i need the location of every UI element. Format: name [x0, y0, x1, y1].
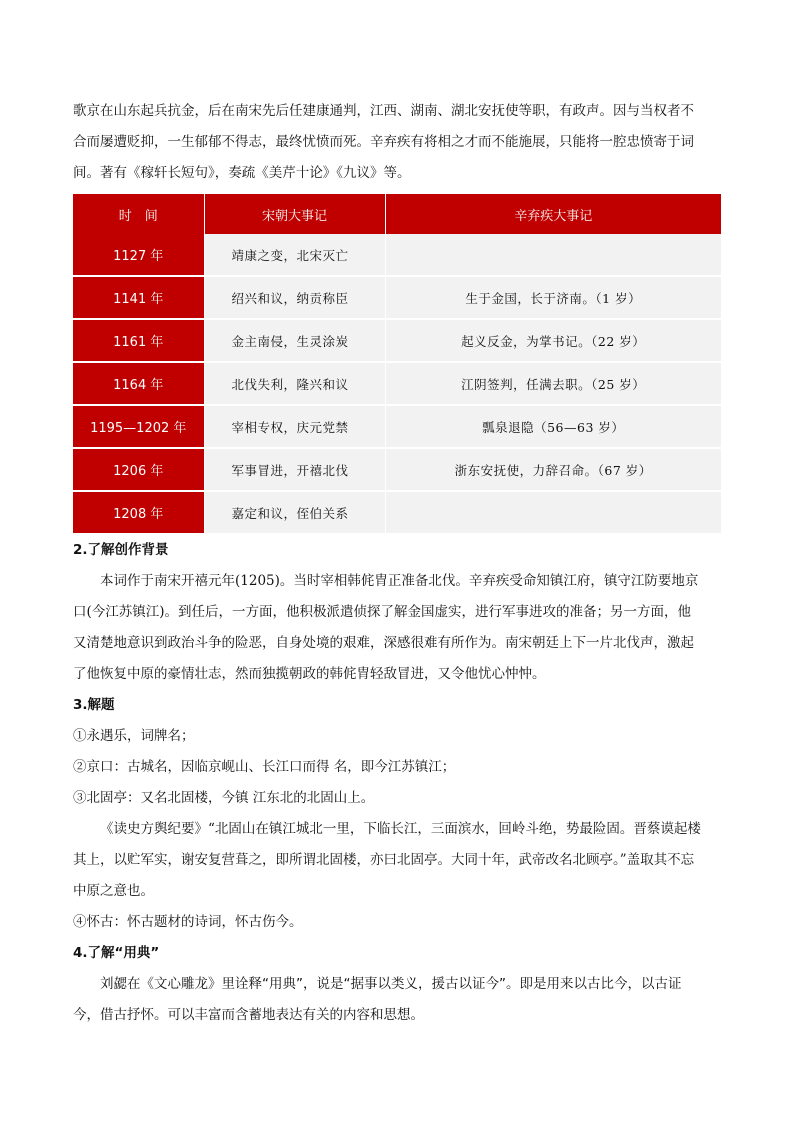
table-row — [73, 234, 721, 276]
year-cell: 1206 年 — [73, 448, 204, 491]
xin-event-cell: 江阴签判，任满去职。（25 岁） — [385, 362, 721, 405]
body-line: 又清楚地意识到政治斗争的险恶，自身处境的艰难，深感很难有所作为。南宋朝廷上下一片北伐声，激起 — [73, 635, 694, 651]
year-cell: 1141 年 — [73, 276, 204, 319]
year-cell: 1195—1202 年 — [73, 405, 204, 448]
header-song-events: 宋朝大事记 — [204, 194, 385, 234]
song-event-cell: 宰相专权，庆元党禁 — [204, 405, 385, 448]
song-event-cell: 北伐失利，隆兴和议 — [204, 362, 385, 405]
quote-line: 其上，以贮军实，谢安复营葺之，即所谓北固楼，亦曰北固亭。大同十年，武帝改名北顾亭。”盖取其不忘 — [73, 852, 695, 868]
year-cell: 1127 年 — [73, 234, 204, 276]
list-item: ①永遇乐，词牌名； — [73, 728, 195, 744]
body-line: 今，借古抒怀。可以丰富而含蓄地表达有关的内容和思想。 — [73, 1007, 424, 1023]
list-item: ②京口：古城名，因临京岘山、长江口而得 名，即今江苏镇江； — [73, 759, 456, 775]
year-cell: 1164 年 — [73, 362, 204, 405]
body-line: 刘勰在《文心雕龙》里诠释“用典”，说是“据事以类义，援古以证今”。即是用来以古比今，以古证 — [100, 976, 682, 992]
section-heading: 3.解题 — [73, 697, 115, 713]
xin-event-cell: 浙东安抚使，力辞召命。（67 岁） — [385, 448, 721, 491]
xin-event-cell — [385, 234, 721, 276]
table-row — [73, 491, 721, 534]
list-item: ③北固亭：又名北固楼，今镇 江东北的北固山上。 — [73, 790, 375, 806]
year-cell: 1208 年 — [73, 491, 204, 534]
quote-line: 《读史方舆纪要》“北固山在镇江城北一里，下临长江，三面滨水，回岭斗绝，势最险固。晋蔡谟起楼 — [100, 821, 701, 837]
song-event-cell: 嘉定和议，侄伯关系 — [204, 491, 385, 534]
body-line: 口(今江苏镇江)。到任后，一方面，他积极派遣侦探了解金国虚实，进行军事进攻的准备；另一方面，他 — [73, 604, 692, 620]
song-event-cell: 军事冒进，开禧北伐 — [204, 448, 385, 491]
events-table — [73, 194, 721, 535]
xin-event-cell: 起义反金，为掌书记。（22 岁） — [385, 319, 721, 362]
table-row — [73, 405, 721, 448]
body-line: 本词作于南宋开禧元年(1205)。当时宰相韩侂胄正准备北伐。辛弃疾受命知镇江府，镇守江防要地京 — [100, 573, 699, 589]
table-header-row — [73, 194, 721, 234]
song-event-cell: 靖康之变，北宋灭亡 — [204, 234, 385, 276]
intro-paragraph — [73, 96, 722, 189]
intro-line: 歌京在山东起兵抗金，后在南宋先后任建康通判，江西、湖南、湖北安抚使等职，有政声。因与当权者不 — [73, 103, 694, 119]
quote-line: 中原之意也。 — [73, 883, 154, 899]
list-item: ④怀古：怀古题材的诗词，怀古伤今。 — [73, 914, 303, 930]
xin-event-cell: 生于金国，长于济南。（1 岁） — [385, 276, 721, 319]
xin-event-cell — [385, 491, 721, 534]
section-title-explanation — [73, 690, 722, 938]
table-row — [73, 319, 721, 362]
xin-event-cell: 瓢泉退隐（56—63 岁） — [385, 405, 721, 448]
intro-line: 间。著有《稼轩长短句》，奏疏《美芹十论》《九议》等。 — [73, 165, 411, 181]
section-heading: 2.了解创作背景 — [73, 542, 169, 558]
table-row — [73, 276, 721, 319]
body-line: 了他恢复中原的豪情壮志，然而独揽朝政的韩侂胄轻敌冒进，又令他忧心忡忡。 — [73, 666, 546, 682]
section-heading: 4.了解“用典” — [73, 945, 160, 961]
intro-line: 合而屡遭贬抑，一生郁郁不得志，最终忧愤而死。辛弃疾有将相之才而不能施展，只能将一腔忠愤寄于词 — [73, 134, 694, 150]
header-time: 时 间 — [73, 194, 204, 234]
section-allusion — [73, 938, 722, 1031]
section-creation-background — [73, 535, 722, 690]
header-xin-events: 辛弃疾大事记 — [385, 194, 721, 234]
year-cell: 1161 年 — [73, 319, 204, 362]
song-event-cell: 金主南侵，生灵涂炭 — [204, 319, 385, 362]
table-row — [73, 362, 721, 405]
table-row — [73, 448, 721, 491]
song-event-cell: 绍兴和议，纳贡称臣 — [204, 276, 385, 319]
